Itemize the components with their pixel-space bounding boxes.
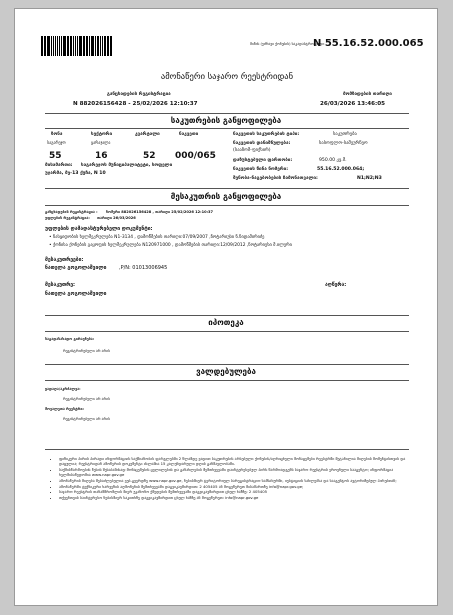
footnotes-list [51, 457, 419, 502]
buildings-value: N1;N2;N3 [357, 176, 382, 181]
section-divider [45, 128, 409, 129]
basis-documents-title: უფლების დამადასტურებელი დოკუმენტი: [45, 226, 153, 232]
section-divider [45, 449, 409, 450]
basis-document-item: • ქონისა ქონების გაყოფის ხელშეკრულება N120971000 , დამოწმების თარიღი:12/09/2012 ,ნოტარიუსი მ.ილური [49, 243, 292, 248]
barcode-image [41, 36, 113, 56]
section-divider [45, 331, 409, 332]
land-purpose-value-line2: (სააზომ-ფიქსირ) [233, 148, 271, 153]
quarter-label: კვარტალი [135, 132, 160, 137]
holder-value: ნათელა გოგოლაშვილი [45, 291, 107, 297]
basis-document-text: ქონისა ქონების გაყოფის ხელშეკრულება N120971000 , დამოწმების თარიღი:12/09/2012 ,ნოტარიუსი მ.ილური [53, 243, 292, 248]
description-label: აღწერა: [325, 282, 347, 288]
application-registration-label: განცხადების რეგისტრაცია [107, 92, 171, 97]
cadastral-code: N 55.16.52.000.065 [313, 38, 424, 49]
parcel-label: ნაკვეთი [179, 132, 199, 137]
zone-value: 55 [49, 151, 62, 161]
tax-lien-label: საგადასახადო გირავნება: [45, 337, 95, 341]
section-divider [45, 188, 409, 189]
document-page [14, 8, 438, 606]
sector-name: ყარაჯალა [91, 140, 111, 145]
seizure-label: ყადაღა/აკრძალვა: [45, 387, 81, 391]
land-purpose-value: სასოფლო-სამეურნეო [319, 141, 368, 146]
address-value-line2: უჯარმა, მე-13 ქუჩა, N 10 [45, 171, 106, 176]
section-divider [45, 380, 409, 381]
land-purpose-label: ნაკვეთის დანიშნულება: [233, 141, 291, 146]
holder-label: მესაკუთრე: [45, 282, 75, 288]
section-divider [45, 205, 409, 206]
ownership-type-value: საკუთრება [333, 132, 357, 137]
previous-code-label: ნაკვეთის წინა ნომერი: [233, 167, 289, 172]
footnote-item: • ამონაწერის მიღება შესაძლებელია ვებ-გვერდზე www.napr.gov.ge, ნებისმიერ ტერიტორიულ სარეგისტრაციო სამსახურში, იუსტიციის სახლებსა და სააგენტოს ავტორიზებულ პირებთან; [59, 479, 419, 484]
section-divider [45, 315, 409, 316]
ownership-application-value: ნომერი 882026156428 , თარიღი 25/02/2026 12:10:37 [106, 210, 214, 214]
preparation-date-value: 26/03/2026 13:46:05 [320, 101, 385, 107]
sector-value: 16 [95, 151, 108, 161]
section-divider [45, 364, 409, 365]
basis-document-text: ნასყიდობის ხელშეკრულება N1-3134 , დამოწმების თარიღი:07/09/2007 ,ნოტარიუსი ნ.ნიდამირიძე [53, 235, 265, 240]
right-registration-label: უფლების რეგისტრაცია: [45, 216, 90, 220]
ownership-type-label: ნაკვეთის საკუთრების ტიპი: [233, 132, 300, 137]
registry-title: ამონაწერი საჯარო რეესტრიდან [160, 72, 294, 82]
debtors-value: რეგისტრირებული არ არის [63, 417, 111, 421]
preparation-date-label: მომზადების თარიღი [343, 92, 392, 97]
parcel-value: 000/065 [175, 151, 216, 161]
debtors-label: მოვალეთა რეესტრი: [45, 407, 84, 411]
right-registration-value: თარიღი 26/03/2026 [97, 216, 136, 220]
owners-value: ნათელა გოგოლაშვილი [45, 265, 107, 271]
ownership-application-label: განცხადების რეგისტრაცია : [45, 210, 98, 214]
obligations-section-title: ვალდებულება [196, 367, 256, 376]
footnote-item: • თქვენთვის საინტერესო ნებისმიერ საკითხზე დაგვიკავშირდით ცხელ ხაზზე ან მოგვწერეთ: info@napr.gov.ge [59, 496, 419, 501]
footnote-item: • საჯარო რეესტრის თანამშრომლის მიერ უკანონო ქმედების შემთხვევაში დაგვიკავშირდით ცხელ ხაზზე: 2 405405 [59, 490, 419, 495]
previous-code-value: 55.16.52.000.064; [317, 167, 365, 172]
tax-lien-value: რეგისტრირებული არ არის [63, 349, 111, 353]
owners-personal-number: ,P/N: 01013006945 [119, 265, 168, 271]
area-value: 950.00 კვ.მ. [319, 158, 347, 163]
sector-label: სექტორი [91, 132, 113, 137]
area-label: დაზუსტებული ფართობი: [233, 158, 293, 163]
ownership-section-title: მესაკუთრის განყოფილება [170, 192, 282, 201]
quarter-value: 52 [143, 151, 156, 161]
owners-label: მესაკუთრეები: [45, 257, 84, 263]
seizure-value: რეგისტრირებული არ არის [63, 397, 111, 401]
footnote-item: • ამონაწერში ტექნიკური ხარვეზის აღმოჩენის შემთხვევაში დაგვიკავშირდით: 2 405405 ან მოგვწერეთ მისამართზე info@napr.gov.ge; [59, 485, 419, 490]
zone-label: ზონა [51, 132, 63, 137]
section-divider [45, 113, 409, 114]
address-label: მისამართი: [45, 163, 73, 168]
buildings-label: შენობა-ნაგებობების ჩამონათვალი: [233, 176, 318, 181]
basis-document-item: • ნასყიდობის ხელშეკრულება N1-3134 , დამოწმების თარიღი:07/09/2007 ,ნოტარიუსი ნ.ნიდამირიძე [49, 235, 265, 240]
property-section-title: საკუთრების განყოფილება [170, 116, 282, 125]
footnote-item: • ფიზიკური პირის პირადი ინფორმაციის საქმიანობის ფარგლებში 2 წლამდე ვადით საკუთრების არსებული ქონების/აღრიცხული მონაცემები რეესტრში შეტანილია მიღების მომენტისთვის და დაცულია; რეესტრიდან ამოწერის დოკუმენტი ძალაშია 15 კალენდარული დღის განმავლობაში. [59, 457, 419, 467]
mortgage-section-title: იპოთეკა [208, 318, 244, 327]
cadastral-code-caption: მიწის (უძრავი ქონების) საკადასტრო კოდი [250, 42, 325, 46]
zone-name: საგარეჯო [47, 140, 66, 145]
application-registration-value: N 882026156428 - 25/02/2026 12:10:37 [73, 101, 198, 107]
footnote-item: • საქმისწარმოების წესის შესაბამისად მონაცემების ცვლილების და განახლების შემთხვევაში დაინტერესებულ პირს წარმოადგენს საჯარო რეესტრის ეროვნული სააგენტო; ინფორმაცია ხელმისაწვდომია www.napr.gov.ge [59, 468, 419, 478]
address-value: საგარეჯოს მუნიციპალიტეტი, სოფელი [81, 163, 173, 168]
